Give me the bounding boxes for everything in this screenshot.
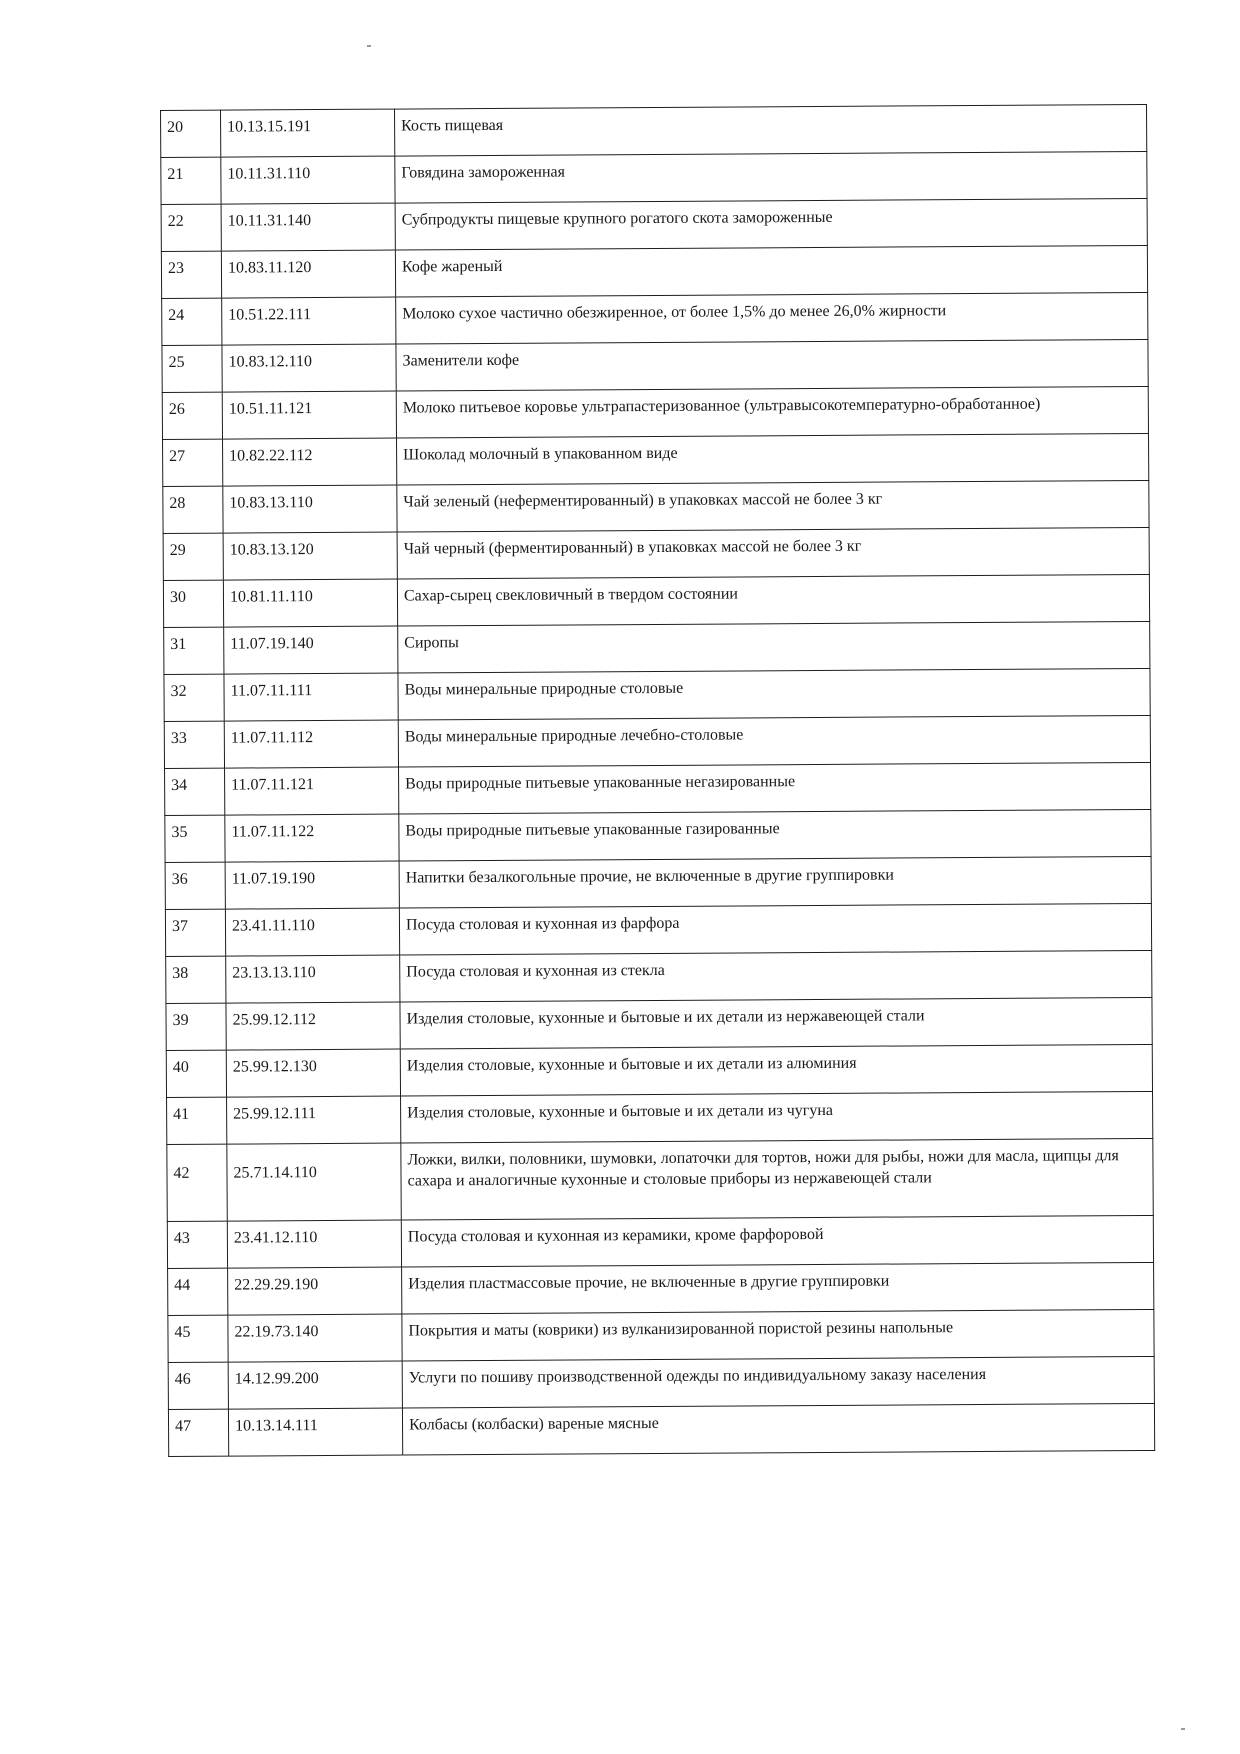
row-code: 25.99.12.111 — [227, 1096, 401, 1144]
row-number: 27 — [163, 439, 223, 486]
row-number: 25 — [162, 345, 222, 392]
row-number: 29 — [163, 533, 223, 580]
row-number: 37 — [165, 909, 225, 956]
row-code: 23.13.13.110 — [226, 955, 400, 1003]
row-number: 21 — [161, 157, 221, 204]
row-code: 22.19.73.140 — [228, 1314, 402, 1362]
row-number: 39 — [166, 1003, 226, 1050]
row-name: Субпродукты пищевые крупного рогатого скота замороженные — [395, 198, 1147, 250]
row-number: 36 — [165, 862, 225, 909]
row-name: Чай зеленый (неферментированный) в упаковках массой не более 3 кг — [397, 480, 1149, 532]
row-number: 33 — [164, 721, 224, 768]
table-row — [166, 950, 1152, 1003]
row-name: Шоколад молочный в упакованном виде — [397, 433, 1149, 485]
table-row — [163, 527, 1149, 580]
table-row — [168, 1309, 1154, 1362]
row-name: Изделия столовые, кухонные и бытовые и их детали из нержавеющей стали — [400, 997, 1152, 1049]
row-code: 10.82.22.112 — [223, 438, 397, 486]
table-row — [163, 574, 1149, 627]
row-number: 32 — [164, 674, 224, 721]
row-name: Воды минеральные природные лечебно-столовые — [398, 715, 1150, 767]
row-code: 22.29.29.190 — [228, 1267, 402, 1315]
table-row — [162, 386, 1148, 439]
table-row — [168, 1403, 1154, 1456]
table-row — [162, 339, 1148, 392]
table-row — [168, 1262, 1154, 1315]
row-code: 10.13.14.111 — [228, 1408, 402, 1456]
row-name: Посуда столовая и кухонная из стекла — [400, 950, 1152, 1002]
row-number: 30 — [163, 580, 223, 627]
row-code: 11.07.19.140 — [224, 626, 398, 674]
row-name: Ложки, вилки, половники, шумовки, лопаточки для тортов, ножи для рыбы, ножи для масла, щипцы для сахара и аналогичные кухонные и столовые приборы из нержавеющей стали — [401, 1138, 1153, 1220]
row-name: Посуда столовая и кухонная из керамики, кроме фарфоровой — [401, 1215, 1153, 1267]
row-number: 41 — [167, 1097, 227, 1144]
table-row — [167, 1138, 1153, 1221]
row-name: Чай черный (ферментированный) в упаковках массой не более 3 кг — [397, 527, 1149, 579]
row-name: Услуги по пошиву производственной одежды по индивидуальному заказу населения — [402, 1356, 1154, 1408]
row-name: Сахар-сырец свекловичный в твердом состоянии — [397, 574, 1149, 626]
row-number: 40 — [166, 1050, 226, 1097]
row-number: 24 — [162, 298, 222, 345]
row-code: 10.83.13.110 — [223, 485, 397, 533]
row-name: Кость пищевая — [394, 104, 1146, 156]
table-row — [166, 997, 1152, 1050]
row-number: 38 — [166, 956, 226, 1003]
row-name: Напитки безалкогольные прочие, не включенные в другие группировки — [399, 856, 1151, 908]
row-code: 11.07.11.122 — [225, 814, 399, 862]
row-number: 34 — [165, 768, 225, 815]
row-number: 35 — [165, 815, 225, 862]
table-row — [166, 1044, 1152, 1097]
product-codes-table — [160, 104, 1155, 1457]
row-code: 10.13.15.191 — [221, 109, 395, 157]
row-code: 11.07.11.121 — [225, 767, 399, 815]
row-code: 25.99.12.112 — [226, 1002, 400, 1050]
row-code: 10.51.22.111 — [222, 297, 396, 345]
row-name: Изделия пластмассовые прочие, не включенные в другие группировки — [402, 1262, 1154, 1314]
row-code: 10.83.13.120 — [223, 532, 397, 580]
row-code: 25.99.12.130 — [226, 1049, 400, 1097]
row-code: 10.83.11.120 — [221, 250, 395, 298]
row-code: 11.07.19.190 — [225, 861, 399, 909]
row-number: 22 — [161, 204, 221, 251]
row-number: 26 — [162, 392, 222, 439]
table-body — [161, 104, 1155, 1456]
row-name: Колбасы (колбаски) вареные мясные — [402, 1403, 1154, 1455]
row-number: 42 — [167, 1144, 227, 1221]
row-name: Молоко питьевое коровье ультрапастеризованное (ультравысокотемпературно-обработанное) — [396, 386, 1148, 438]
table-row — [161, 151, 1147, 204]
row-name: Воды природные питьевые упакованные негазированные — [399, 762, 1151, 814]
table-row — [163, 480, 1149, 533]
row-name: Кофе жареный — [395, 245, 1147, 297]
row-name: Воды природные питьевые упакованные газированные — [399, 809, 1151, 861]
table-row — [167, 1091, 1153, 1144]
table-row — [163, 433, 1149, 486]
row-number: 20 — [161, 110, 221, 157]
row-code: 14.12.99.200 — [228, 1361, 402, 1409]
table-row — [162, 292, 1148, 345]
row-code: 10.83.12.110 — [222, 344, 396, 392]
row-code: 23.41.12.110 — [227, 1220, 401, 1268]
row-name: Сиропы — [398, 621, 1150, 673]
table-row — [167, 1215, 1153, 1268]
row-name: Говядина замороженная — [395, 151, 1147, 203]
row-name: Изделия столовые, кухонные и бытовые и их детали из чугуна — [401, 1091, 1153, 1143]
row-number: 44 — [168, 1268, 228, 1315]
row-code: 10.11.31.110 — [221, 156, 395, 204]
row-code: 10.81.11.110 — [223, 579, 397, 627]
row-number: 31 — [164, 627, 224, 674]
scan-speck — [1181, 1728, 1185, 1730]
table-row — [161, 104, 1147, 157]
table-row — [165, 809, 1151, 862]
table-row — [161, 245, 1147, 298]
row-number: 46 — [168, 1362, 228, 1409]
row-name: Воды минеральные природные столовые — [398, 668, 1150, 720]
table-row — [164, 668, 1150, 721]
table-row — [164, 621, 1150, 674]
table-row — [161, 198, 1147, 251]
row-name: Посуда столовая и кухонная из фарфора — [399, 903, 1151, 955]
table-row — [165, 903, 1151, 956]
row-number: 28 — [163, 486, 223, 533]
row-name: Изделия столовые, кухонные и бытовые и их детали из алюминия — [400, 1044, 1152, 1096]
table-row — [165, 856, 1151, 909]
row-number: 43 — [167, 1221, 227, 1268]
scan-speck — [367, 45, 371, 47]
row-number: 23 — [161, 251, 221, 298]
row-number: 45 — [168, 1315, 228, 1362]
row-number: 47 — [168, 1409, 228, 1456]
table-row — [168, 1356, 1154, 1409]
row-name: Молоко сухое частично обезжиренное, от более 1,5% до менее 26,0% жирности — [396, 292, 1148, 344]
row-code: 10.11.31.140 — [221, 203, 395, 251]
row-code: 11.07.11.112 — [224, 720, 398, 768]
row-name: Заменители кофе — [396, 339, 1148, 391]
row-code: 23.41.11.110 — [225, 908, 399, 956]
row-code: 11.07.11.111 — [224, 673, 398, 721]
row-code: 10.51.11.121 — [222, 391, 396, 439]
row-code: 25.71.14.110 — [227, 1143, 401, 1221]
table-row — [164, 715, 1150, 768]
row-name: Покрытия и маты (коврики) из вулканизированной пористой резины напольные — [402, 1309, 1154, 1361]
table-row — [165, 762, 1151, 815]
